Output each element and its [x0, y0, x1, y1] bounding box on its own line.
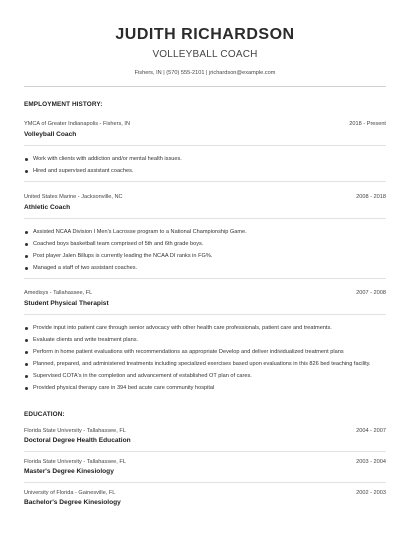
job-dates: 2008 - 2018 — [356, 194, 386, 200]
divider — [24, 482, 386, 483]
education-degree: Doctoral Degree Health Education — [24, 437, 131, 444]
job-role: Student Physical Therapist — [24, 300, 109, 307]
divider — [24, 218, 386, 219]
job-bullets — [24, 325, 386, 392]
education-school: University of Florida - Gainesville, FL — [24, 490, 116, 496]
education-school: Florida State University - Tallahassee, FL — [24, 459, 126, 465]
divider — [24, 314, 386, 315]
job-header — [24, 121, 386, 128]
bullet-text: Assisted NCAA Division I Men's Lacrosse program to a National Championship Game. — [33, 229, 247, 235]
job-bullets — [24, 156, 386, 175]
bullet-dot-icon — [25, 387, 28, 390]
bullet-text: Perform in home patient evaluations with recommendations as appropriate Develop and deliver individualized treatment plans — [33, 349, 344, 355]
bullet-text: Provided physical therapy care in 394 bed acute care community hospital — [33, 385, 215, 391]
bullet-text: Hired and supervised assistant coaches. — [33, 168, 134, 174]
education-heading: EDUCATION: — [24, 411, 65, 418]
job-bullets — [24, 229, 386, 272]
bullet-dot-icon — [25, 351, 28, 354]
bullet-dot-icon — [25, 243, 28, 246]
header-divider — [24, 86, 386, 87]
job-employer: YMCA of Greater Indianapolis - Fishers, IN — [24, 121, 131, 127]
education-entry — [24, 490, 386, 507]
bullet-dot-icon — [25, 255, 28, 258]
education-header — [24, 490, 386, 497]
education-degree: Master's Degree Kinesiology — [24, 468, 114, 475]
employment-heading: EMPLOYMENT HISTORY: — [24, 101, 103, 108]
bullet-text: Managed a staff of two assistant coaches. — [33, 265, 138, 271]
bullet-text: Supervised COTA's in the completion and advancement of established OT plan of cares. — [33, 373, 252, 379]
education-entry — [24, 459, 386, 476]
contact-line: Fishers, IN | (570) 555-2101 | jrichardson@example.com — [134, 70, 276, 76]
bullet-item — [24, 385, 386, 392]
candidate-name: JUDITH RICHARDSON — [115, 26, 295, 43]
job-role: Volleyball Coach — [24, 131, 77, 138]
bullet-text: Planned, prepared, and administered treatments including specialized exercises based upon evaluations in this 826 bed teaching facility. — [33, 361, 371, 367]
bullet-item — [24, 361, 386, 368]
bullet-item — [24, 229, 386, 236]
job-dates: 2018 - Present — [349, 121, 386, 127]
education-dates: 2004 - 2007 — [356, 428, 386, 434]
bullet-text: Provide input into patient care through senior advocacy with other health care professionals, patient care and treatments. — [33, 325, 332, 331]
job-employer: United States Marine - Jacksonville, NC — [24, 194, 123, 200]
job-employer: Amedisys - Tallahassee, FL — [24, 290, 93, 296]
bullet-item — [24, 349, 386, 356]
bullet-dot-icon — [25, 327, 28, 330]
resume-header — [24, 26, 386, 77]
bullet-dot-icon — [25, 375, 28, 378]
job-entry — [24, 121, 386, 182]
education-header — [24, 428, 386, 435]
bullet-dot-icon — [25, 158, 28, 161]
education-dates: 2003 - 2004 — [356, 459, 386, 465]
education-entry — [24, 428, 386, 445]
bullet-text: Post player Jalen Billups is currently leading the NCAA DI ranks in FG%. — [33, 253, 213, 259]
resume-page — [0, 26, 410, 556]
bullet-dot-icon — [25, 267, 28, 270]
candidate-title: VOLLEYBALL COACH — [152, 49, 258, 60]
education-school: Florida State University - Tallahassee, FL — [24, 428, 126, 434]
divider — [24, 181, 386, 182]
bullet-item — [24, 373, 386, 380]
bullet-item — [24, 265, 386, 272]
bullet-text: Work with clients with addiction and/or mental health issues. — [33, 156, 182, 162]
job-entry — [24, 194, 386, 279]
divider — [24, 278, 386, 279]
bullet-item — [24, 337, 386, 344]
bullet-dot-icon — [25, 170, 28, 173]
divider — [24, 451, 386, 452]
job-header — [24, 194, 386, 201]
bullet-dot-icon — [25, 231, 28, 234]
job-entry — [24, 290, 386, 392]
job-role: Athletic Coach — [24, 204, 71, 211]
divider — [24, 145, 386, 146]
bullet-item — [24, 156, 386, 163]
bullet-item — [24, 253, 386, 260]
bullet-text: Evaluate clients and write treatment plans. — [33, 337, 139, 343]
bullet-text: Coached boys basketball team comprised of 5th and 6th grade boys. — [33, 241, 204, 247]
bullet-item — [24, 241, 386, 248]
job-header — [24, 290, 386, 297]
bullet-dot-icon — [25, 363, 28, 366]
education-degree: Bachelor's Degree Kinesiology — [24, 499, 121, 506]
bullet-item — [24, 168, 386, 175]
education-header — [24, 459, 386, 466]
job-dates: 2007 - 2008 — [356, 290, 386, 296]
bullet-item — [24, 325, 386, 332]
bullet-dot-icon — [25, 339, 28, 342]
education-dates: 2002 - 2003 — [356, 490, 386, 496]
